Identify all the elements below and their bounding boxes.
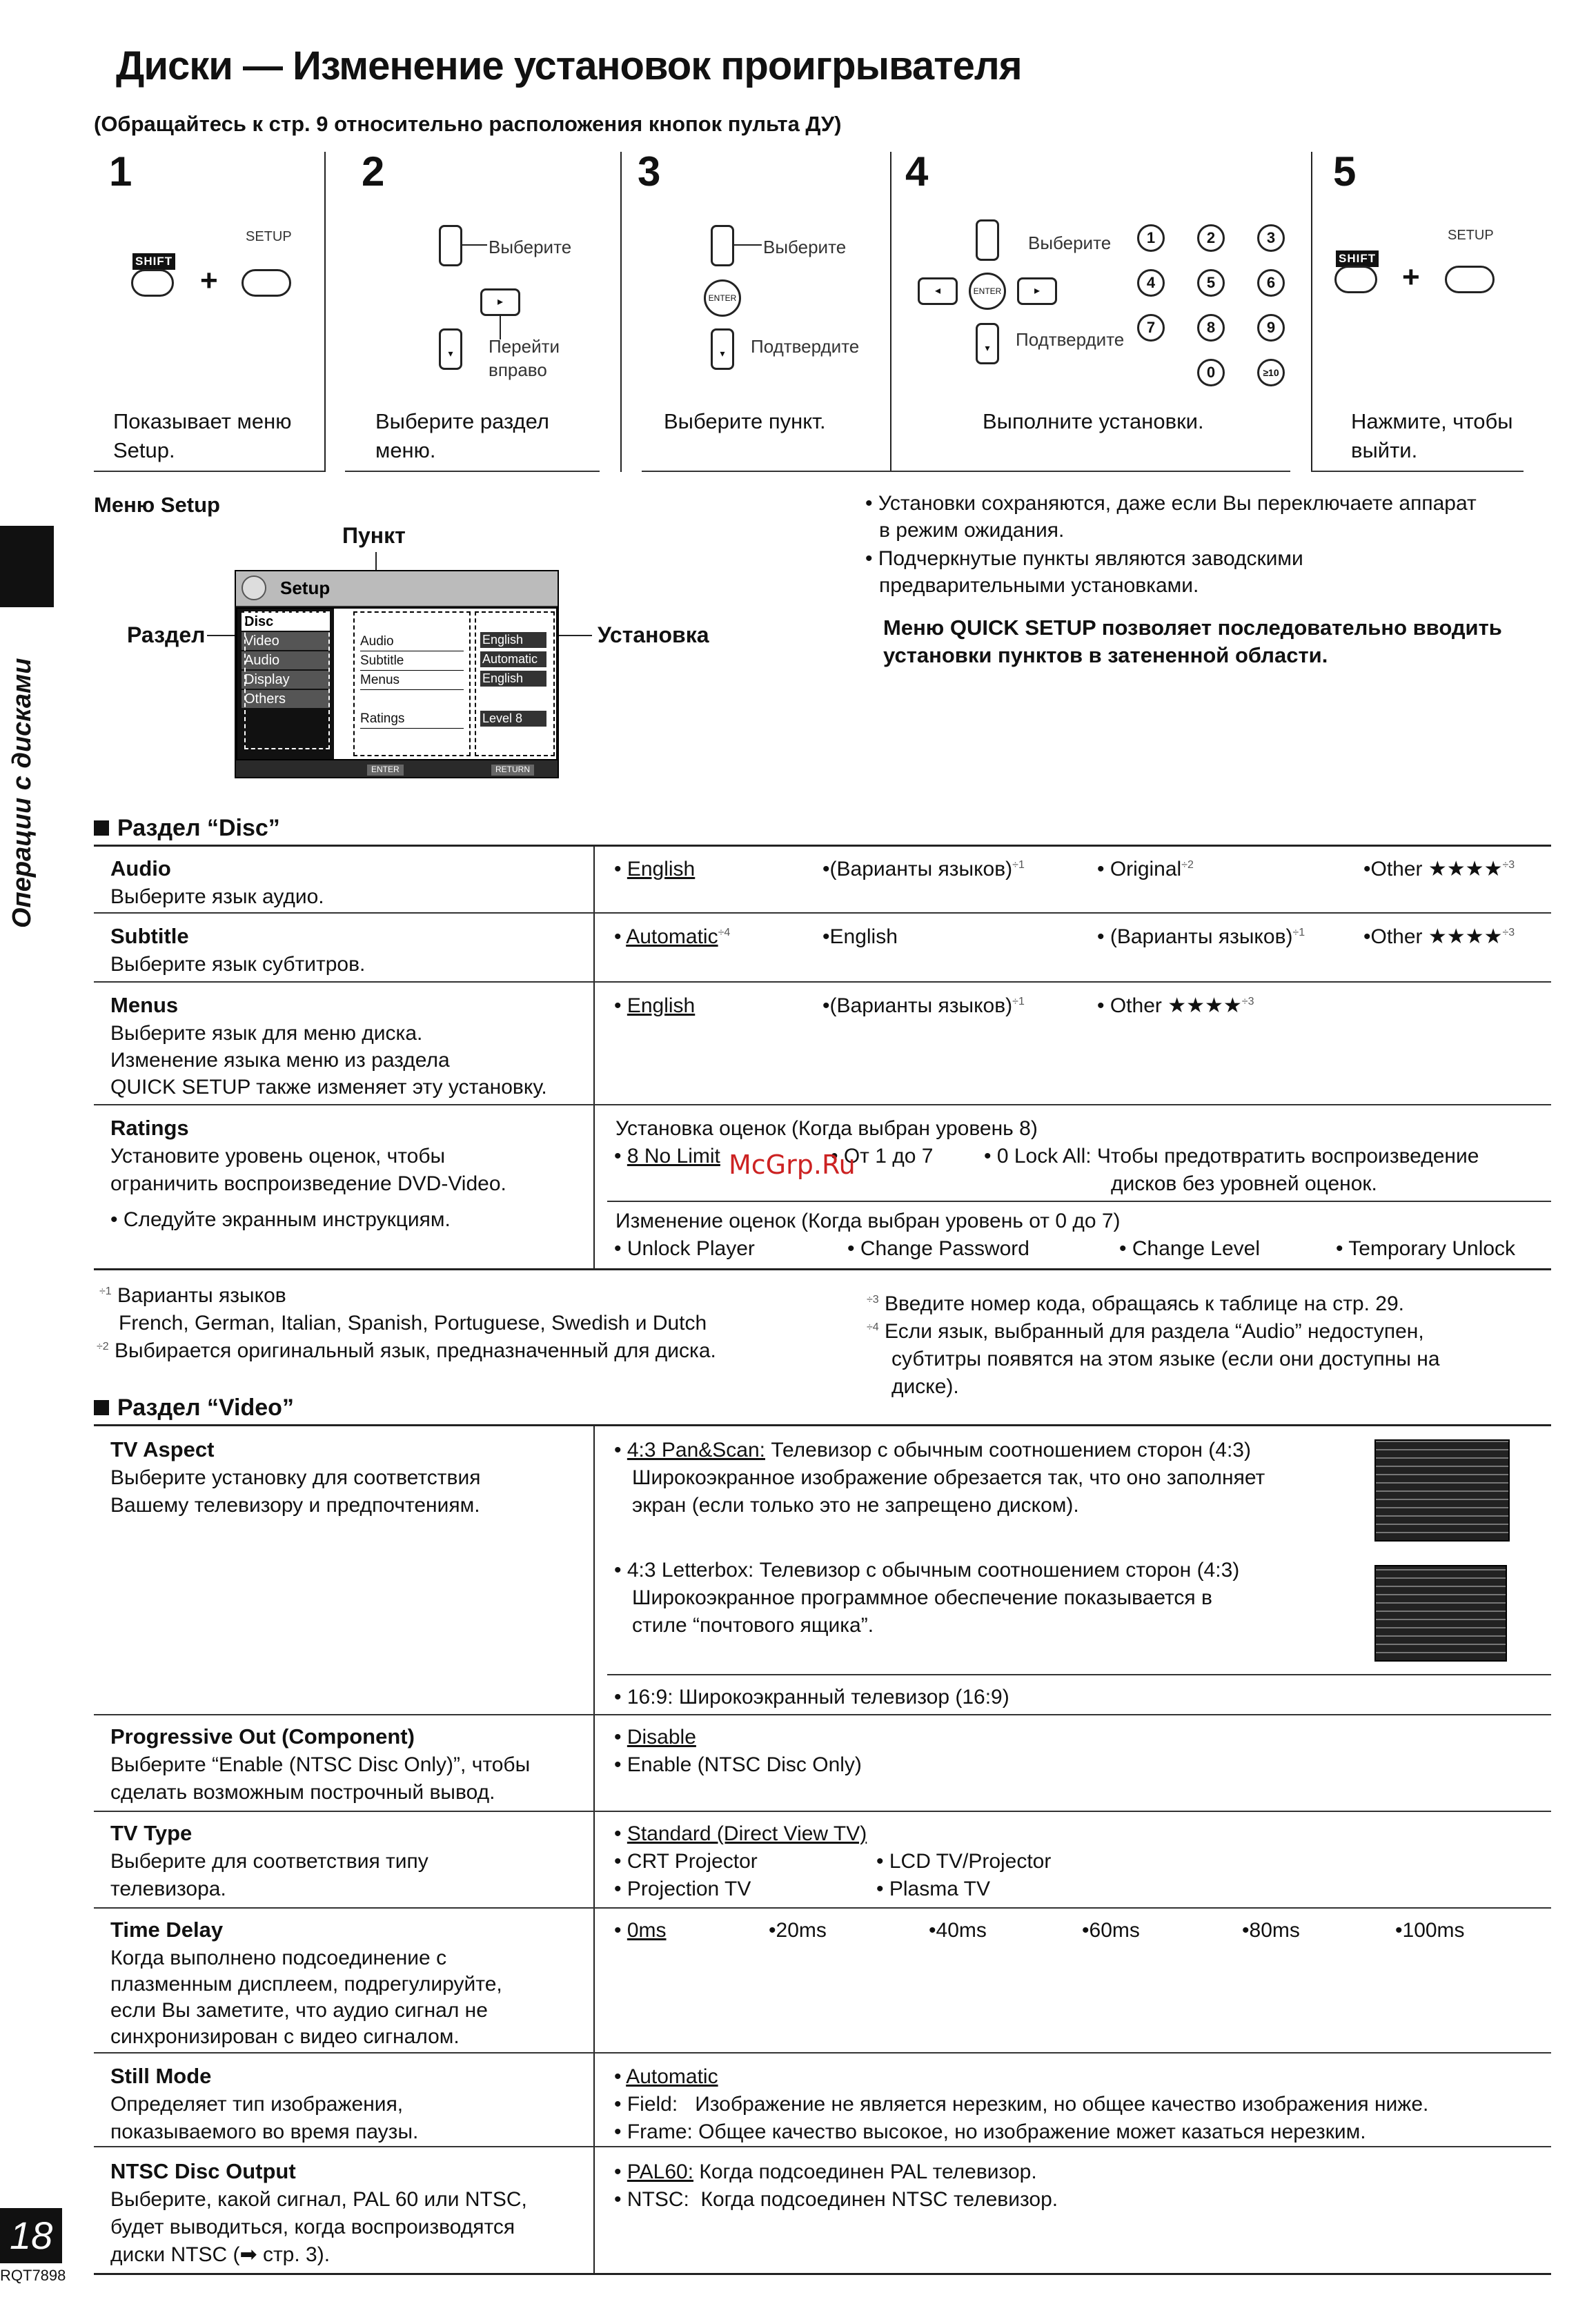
digit-10-button: ≥10: [1257, 359, 1285, 386]
menus-opt-english: • English: [614, 994, 696, 1017]
tvaspect-panscan-2: Широкоэкранное изображение обрезается так, что оно заполняет: [632, 1466, 1265, 1489]
step-1-number: 1: [109, 148, 132, 195]
value-audio: English: [480, 632, 546, 648]
subtitle-name: Subtitle: [110, 924, 189, 948]
progressive-name: Progressive Out (Component): [110, 1724, 415, 1749]
digit-9-button: 9: [1257, 314, 1285, 342]
shift-label: SHIFT: [132, 253, 175, 270]
footer-return: RETURN: [491, 765, 534, 776]
doc-code: RQT7898: [0, 2267, 66, 2284]
digit-5-button: 5: [1197, 269, 1225, 297]
tvtype-crt: • CRT Projector: [614, 1850, 758, 1873]
step-3-confirm: Подтвердите: [751, 336, 860, 357]
label-item: Пункт: [342, 523, 406, 548]
digit-8-button: 8: [1197, 314, 1225, 342]
timedelay-20: •20ms: [769, 1919, 827, 1942]
setup-label: SETUP: [1448, 228, 1494, 243]
ratings-desc-2: ограничить воспроизведение DVD-Video.: [110, 1172, 506, 1195]
section-disc[interactable]: Disc: [241, 613, 330, 631]
tvtype-lcd: • LCD TV/Projector: [876, 1850, 1052, 1873]
footnote-1a: $^{\div 1}$ Варианты языков: [99, 1284, 286, 1307]
audio-opt-english: • English: [614, 858, 696, 880]
plus-sign: +: [200, 264, 218, 297]
subtitle-desc: Выберите язык субтитров.: [110, 953, 366, 976]
menus-opt-other: • Other ★★★★$^{\div 3}$: [1097, 994, 1254, 1017]
shift-button-icon: [1334, 266, 1377, 293]
ratings-desc-1: Установите уровень оценок, чтобы: [110, 1145, 446, 1168]
subtitle-opt-other: •Other ★★★★$^{\div 3}$: [1363, 925, 1515, 948]
tvaspect-panscan-3: экран (если только это не запрещено диском).: [632, 1494, 1079, 1517]
timedelay-desc-1: Когда выполнено подсоединение с: [110, 1947, 447, 1969]
still-name: Still Mode: [110, 2064, 212, 2088]
timedelay-0: • 0ms: [614, 1919, 667, 1942]
setup-menu-screen: [235, 570, 559, 778]
menus-name: Menus: [110, 993, 179, 1017]
item-subtitle[interactable]: Subtitle: [360, 653, 464, 671]
step-5-number: 5: [1333, 148, 1357, 195]
tvaspect-letterbox-1: • 4:3 Letterbox: Телевизор с обычным соотношением сторон (4:3): [614, 1559, 1240, 1582]
item-ratings[interactable]: Ratings: [360, 711, 464, 729]
step-2-right: Перейти вправо: [489, 336, 560, 380]
footnote-1b: French, German, Italian, Spanish, Portuguese, Swedish и Dutch: [119, 1312, 707, 1335]
shift-button-icon: [131, 269, 174, 297]
still-field: • Field: Изображение не является нерезким, но общее качество изображения ниже.: [614, 2093, 1429, 2116]
step-4-caption: Выполните установки.: [983, 409, 1204, 433]
tvaspect-desc-1: Выберите установку для соответствия: [110, 1466, 481, 1489]
footnote-3: $^{\div 3}$ Введите номер кода, обращаясь к таблице на стр. 29.: [867, 1292, 1404, 1315]
step-2-caption: Выберите раздел меню.: [375, 409, 549, 462]
ratings-set-title: Установка оценок (Когда выбран уровень 8): [615, 1117, 1038, 1140]
note-standby: • Установки сохраняются, даже если Вы переключаете аппарат в режим ожидания.: [865, 492, 1477, 542]
value-menus: English: [480, 671, 546, 687]
setup-menu-header: [236, 571, 558, 606]
right-button-icon: ▸: [480, 288, 520, 316]
subtitle-opt-langs: • (Варианты языков)$^{\div 1}$: [1097, 925, 1305, 948]
ratings-change-password: • Change Password: [847, 1237, 1029, 1260]
menus-opt-langs: •(Варианты языков)$^{\div 1}$: [822, 994, 1025, 1017]
audio-opt-other: •Other ★★★★$^{\div 3}$: [1363, 858, 1515, 880]
down-button-icon: ▾: [711, 328, 734, 370]
still-desc-1: Определяет тип изображения,: [110, 2093, 404, 2116]
progressive-desc-2: сделать возможным построчный вывод.: [110, 1781, 495, 1804]
footnote-2: $^{\div 2}$ Выбирается оригинальный язык, предназначенный для диска.: [97, 1339, 716, 1362]
left-button-icon: ◂: [918, 277, 958, 305]
remote-note: (Обращайтесь к стр. 9 относительно расположения кнопок пульта ДУ): [94, 112, 842, 136]
value-subtitle: Automatic: [480, 651, 546, 667]
tvtype-name: TV Type: [110, 1821, 193, 1845]
timedelay-40: •40ms: [929, 1919, 987, 1942]
ntsc-desc-2: будет выводиться, когда воспроизводятся: [110, 2216, 515, 2238]
watermark: McGrp.Ru: [729, 1150, 856, 1180]
timedelay-60: •60ms: [1082, 1919, 1140, 1942]
side-tab-label: Операции с дисками: [8, 658, 37, 928]
progressive-disable: • Disable: [614, 1726, 696, 1749]
tvaspect-panscan: • 4:3 Pan&Scan: Телевизор с обычным соотношением сторон (4:3): [614, 1439, 1251, 1461]
tvtype-standard: • Standard (Direct View TV): [614, 1822, 867, 1845]
ntsc-name: NTSC Disc Output: [110, 2159, 296, 2183]
timedelay-100: •100ms: [1395, 1919, 1465, 1942]
step-5-caption: Нажмите, чтобы выйти.: [1351, 409, 1513, 462]
tvaspect-desc-2: Вашему телевизору и предпочтениям.: [110, 1494, 480, 1517]
audio-desc: Выберите язык аудио.: [110, 885, 324, 908]
tvaspect-letterbox-2: Широкоэкранное программное обеспечение показывается в: [632, 1586, 1212, 1609]
subtitle-opt-english: •English: [822, 925, 898, 948]
setup-button-icon: [241, 269, 291, 297]
step-2-select: Выберите: [489, 237, 572, 257]
page-number: 18: [10, 2214, 53, 2257]
tvtype-desc-1: Выберите для соответствия типу: [110, 1850, 428, 1873]
up-down-button-icon: [711, 225, 734, 266]
tvtype-projection: • Projection TV: [614, 1878, 751, 1900]
step-3-caption: Выберите пункт.: [664, 409, 826, 433]
menus-desc-3: QUICK SETUP также изменяет эту установку.: [110, 1076, 547, 1099]
tvaspect-name: TV Aspect: [110, 1437, 215, 1461]
ntsc-desc-1: Выберите, какой сигнал, PAL 60 или NTSC,: [110, 2188, 527, 2211]
ratings-desc-3: • Следуйте экранным инструкциям.: [110, 1208, 451, 1231]
ratings-unlock-player: • Unlock Player: [614, 1237, 755, 1260]
step-3-select: Выберите: [763, 237, 847, 257]
step-4-select: Выберите: [1028, 233, 1112, 253]
menu-setup-title: Меню Setup: [94, 493, 220, 517]
setup-button-icon: [1445, 266, 1495, 293]
timedelay-name: Time Delay: [110, 1918, 224, 1942]
audio-name: Audio: [110, 856, 171, 880]
ratings-change-level: • Change Level: [1119, 1237, 1260, 1260]
tvtype-plasma: • Plasma TV: [876, 1878, 990, 1900]
step-3-number: 3: [638, 148, 661, 195]
setup-menu-header-label: Setup: [280, 578, 331, 598]
letterbox-image: [1374, 1565, 1507, 1662]
section-display[interactable]: Display: [241, 671, 330, 689]
label-section: Раздел: [127, 622, 206, 647]
menus-desc-2: Изменение языка меню из раздела: [110, 1049, 450, 1072]
digit-7-button: 7: [1137, 314, 1165, 342]
tvtype-desc-2: телевизора.: [110, 1878, 226, 1900]
menus-desc-1: Выберите язык для меню диска.: [110, 1022, 423, 1045]
section-audio[interactable]: Audio: [241, 651, 330, 669]
step-4-number: 4: [905, 148, 929, 195]
up-down-button-icon: [439, 225, 462, 266]
video-heading: [94, 1392, 294, 1423]
step-2-number: 2: [362, 148, 385, 195]
ntsc-desc-3: диски NTSC (➡ стр. 3).: [110, 2243, 331, 2266]
note-quick-setup: Меню QUICK SETUP позволяет последовательно вводить установки пунктов в затененной области.: [883, 616, 1502, 668]
timedelay-desc-3: если Вы заметите, что аудио сигнал не: [110, 1999, 488, 2022]
panscan-image: [1374, 1439, 1510, 1542]
shift-label: SHIFT: [1336, 250, 1379, 267]
disc-heading: [94, 813, 280, 843]
still-automatic: • Automatic: [614, 2065, 718, 2088]
digit-3-button: 3: [1257, 224, 1285, 252]
still-desc-2: показываемого во время паузы.: [110, 2120, 419, 2143]
section-video[interactable]: Video: [241, 632, 330, 650]
digit-6-button: 6: [1257, 269, 1285, 297]
ratings-set-0-cont: дисков без уровней оценок.: [1111, 1172, 1377, 1195]
audio-opt-langs: •(Варианты языков)$^{\div 1}$: [822, 858, 1025, 880]
tvaspect-169: • 16:9: Широкоэкранный телевизор (16:9): [614, 1686, 1009, 1708]
side-tab-block: [0, 526, 54, 607]
ratings-temporary-unlock: • Temporary Unlock: [1336, 1237, 1516, 1260]
disc-icon: [241, 575, 266, 600]
note-underlined: • Подчеркнутые пункты являются заводскими предварительными установками.: [865, 547, 1303, 597]
timedelay-desc-2: плазменным дисплеем, подрегулируйте,: [110, 1973, 502, 1996]
ratings-name: Ratings: [110, 1116, 189, 1140]
ratings-set-0: • 0 Lock All: Чтобы предотвратить воспроизведение: [984, 1145, 1479, 1168]
digit-2-button: 2: [1197, 224, 1225, 252]
ratings-set-1-7: • От 1 до 7: [831, 1145, 934, 1168]
section-others[interactable]: Others: [241, 690, 330, 708]
right-button-icon: ▸: [1017, 277, 1057, 305]
page-title: Диски — Изменение установок проигрывателя: [116, 43, 1022, 88]
progressive-enable: • Enable (NTSC Disc Only): [614, 1753, 862, 1776]
ratings-chg-title: Изменение оценок (Когда выбран уровень от 0 до 7): [615, 1210, 1121, 1232]
step-4-confirm: Подтвердите: [1016, 329, 1125, 350]
footnote-4b: субтитры появятся на этом языке (если они доступны на: [891, 1348, 1440, 1370]
footer-enter: ENTER: [367, 765, 404, 776]
digit-4-button: 4: [1137, 269, 1165, 297]
still-frame: • Frame: Общее качество высокое, но изображение может казаться нерезким.: [614, 2120, 1366, 2143]
ntsc-pal60: • PAL60: Когда подсоединен PAL телевизор.: [614, 2160, 1037, 2183]
tvaspect-letterbox-3: стиле “почтового ящика”.: [632, 1614, 874, 1637]
item-audio[interactable]: Audio: [360, 633, 464, 651]
down-button-icon: ▾: [439, 328, 462, 370]
label-setting: Установка: [598, 622, 709, 647]
ratings-set-8: • 8 No Limit: [614, 1145, 720, 1168]
footnote-4a: $^{\div 4}$ Если язык, выбранный для раздела “Audio” недоступен,: [867, 1320, 1424, 1343]
setup-label: SETUP: [246, 229, 292, 244]
disc-heading-text: Раздел “Disc”: [117, 815, 280, 841]
footnote-4c: диске).: [891, 1375, 959, 1398]
step-1-caption: Показывает меню Setup.: [113, 409, 292, 462]
item-menus[interactable]: Menus: [360, 672, 464, 690]
setup-menu-body: [236, 607, 558, 760]
enter-button-icon: ENTER: [969, 273, 1006, 310]
enter-button-icon: ENTER: [704, 279, 741, 317]
video-heading-text: Раздел “Video”: [117, 1395, 294, 1421]
value-ratings: Level 8: [480, 711, 546, 727]
down-button-icon: ▾: [976, 323, 999, 364]
up-button-icon: [976, 219, 999, 261]
subtitle-opt-automatic: • Automatic$^{\div 4}$: [614, 925, 731, 948]
timedelay-desc-4: синхронизирован с видео сигналом.: [110, 2025, 460, 2048]
progressive-desc-1: Выберите “Enable (NTSC Disc Only)”, чтобы: [110, 1753, 531, 1776]
ntsc-ntsc: • NTSC: Когда подсоединен NTSC телевизор.: [614, 2188, 1058, 2211]
plus-sign: +: [1402, 260, 1420, 294]
timedelay-80: •80ms: [1242, 1919, 1300, 1942]
digit-0-button: 0: [1197, 359, 1225, 386]
digit-1-button: 1: [1137, 224, 1165, 252]
audio-opt-original: • Original$^{\div 2}$: [1097, 858, 1194, 880]
